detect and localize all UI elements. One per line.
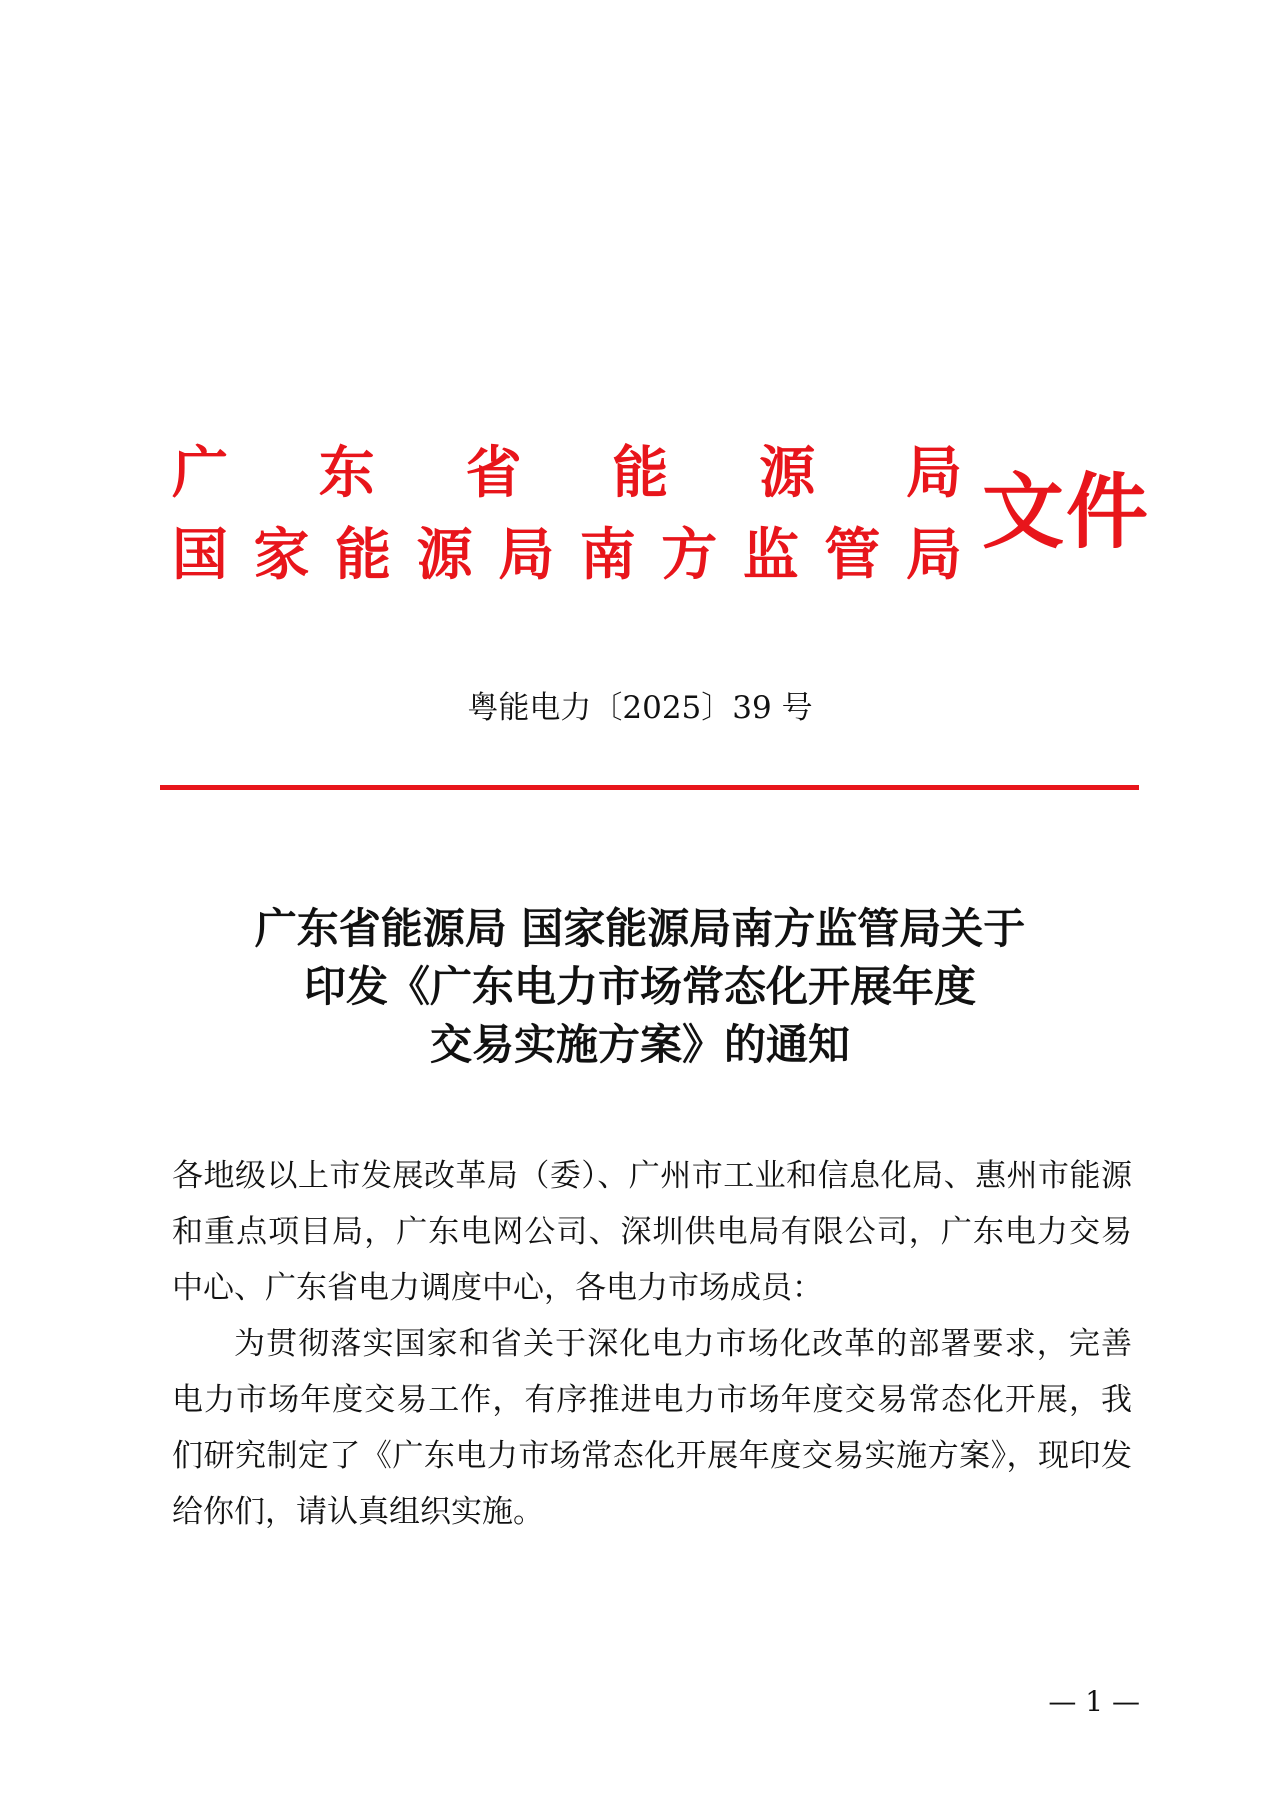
issuer-char: 能 <box>612 440 669 506</box>
page-number: — 1 — <box>1048 1685 1140 1718</box>
issuer-char: 局 <box>498 522 555 588</box>
issuer-char: 能 <box>335 522 392 588</box>
document-number: 粤能电力〔2025〕39 号 <box>467 690 813 726</box>
issuer-char: 局 <box>905 440 962 506</box>
issuer-char: 国 <box>172 522 228 588</box>
issuer-char: 家 <box>253 522 310 588</box>
title-line: 交易实施方案》的通知 <box>429 1020 850 1069</box>
title-line: 印发《广东电力市场常态化开展年度 <box>303 962 976 1011</box>
issuer-char: 源 <box>759 440 816 506</box>
issuer-char: 南 <box>579 522 636 588</box>
issuer-header <box>172 438 1152 608</box>
document-title <box>100 900 1180 1074</box>
issuer-char: 东 <box>318 440 375 506</box>
body-paragraph: 为贯彻落实国家和省关于深化电力市场化改革的部署要求，完善电力市场年度交易工作，有序推进电力市场年度交易常态化开展，我们研究制定了《广东电力市场常态化开展年度交易实施方案》，现印发给你们，请认真组织实施。 <box>172 1326 1132 1530</box>
issuer-char: 局 <box>905 522 962 588</box>
issuer-char: 源 <box>416 522 473 588</box>
issuer-char: 管 <box>824 522 881 588</box>
title-line: 广东省能源局 国家能源局南方监管局关于 <box>254 904 1026 953</box>
issuer-char: 省 <box>465 440 522 506</box>
issuer-char: 监 <box>742 522 799 588</box>
addressees-paragraph: 各地级以上市发展改革局（委）、广州市工业和信息化局、惠州市能源和重点项目局，广东电网公司、深圳供电局有限公司，广东电力交易中心、广东省电力调度中心，各电力市场成员： <box>172 1158 1132 1306</box>
issuer-char: 方 <box>661 522 718 588</box>
red-divider-line <box>160 785 1139 790</box>
issuer-line-2 <box>172 520 962 590</box>
document-body <box>172 1148 1132 1540</box>
document-type-label: 文件 <box>982 464 1151 560</box>
issuer-char: 广 <box>172 440 228 506</box>
issuer-line-1 <box>172 438 962 508</box>
